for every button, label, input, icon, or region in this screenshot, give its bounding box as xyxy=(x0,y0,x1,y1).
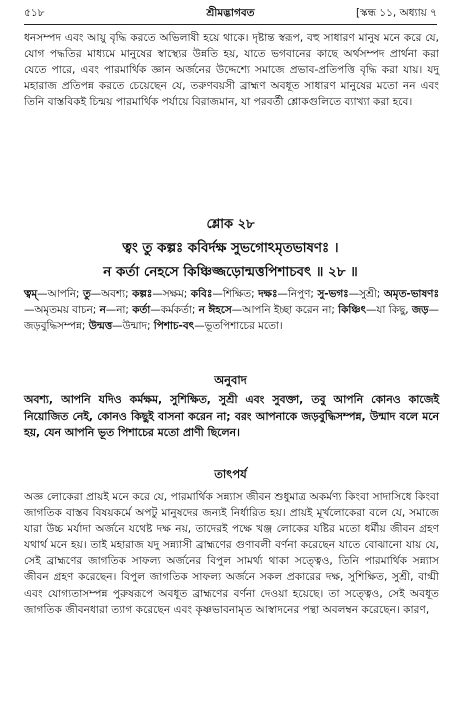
synonym-meaning: সক্ষম; xyxy=(162,288,191,300)
synonym-word: তু xyxy=(82,288,91,300)
synonym-meaning: ভূতপিশাচের মতো। xyxy=(204,320,283,333)
synonym-meaning: যা কিছু, xyxy=(376,304,412,317)
word-for-word-synonyms: ত্বম্—আপনি; তু—অবশ্য; কল্পঃ—সক্ষম; কবিঃ—শিক্ষিত; দক্ষঃ—নিপুণ; সু-ভগঃ—সুশ্রী; অমৃত-ভাষণঃ—অমৃতময় বাচন; ন—না; কর্তা—কর্মকর্তা; ন ঈহসে—আপনি ইচ্ছা করেন না; কিঞ্চিৎ—যা কিছু, জড়—জড়বুদ্ধিসম্পন্ন; উন্মত্ত—উন্মাদ; পিশাচ-বৎ—ভূতপিশাচের মতো। xyxy=(24,288,439,333)
purport-heading: তাৎপর্য xyxy=(214,467,247,481)
synonym-meaning: আপনি ইচ্ছা করেন না; xyxy=(242,304,339,317)
synonym-word: সু-ভগঃ xyxy=(317,288,349,300)
synonym-meaning: নিপুণ; xyxy=(287,288,318,300)
synonym-meaning: অবশ্য; xyxy=(101,288,133,300)
verse-line-1: ত্বং তু কল্পঃ কবির্দক্ষ সুভগোঽমৃতভাষণঃ । xyxy=(122,241,339,256)
synonym-word: ন xyxy=(99,304,106,317)
page-header xyxy=(24,6,437,24)
synonym-word: ন ঈহসে xyxy=(198,304,232,317)
page-number: ৫১৮ xyxy=(24,7,45,19)
synonym-word: অমৃত-ভাষণঃ xyxy=(383,288,439,300)
translation-text: অবশ্য, আপনি যদিও কর্মক্ষম, সুশিক্ষিত, সুশ্রী এবং সুবক্তা, তবু আপনি কোনও কাজেই নিয়োজিত নেই, কোনও কিছুই বাসনা করেন না; বরং আপনাকে জড়বুদ্ধিসম্পন্ন, উন্মাদ বলে মনে হয়, যেন আপনি ভূত পিশাচের মতো প্রাণী ছিলেন। xyxy=(24,393,439,440)
synonym-word: কল্পঃ xyxy=(132,288,153,300)
header-rule xyxy=(24,24,437,25)
synonym-meaning: অমৃতময় বাচন; xyxy=(34,304,100,317)
synonym-word: ত্বম্ xyxy=(24,288,38,300)
synonym-word: কিঞ্চিৎ xyxy=(338,304,367,317)
book-title: শ্রীমদ্ভাগবত xyxy=(206,7,255,19)
synonym-word: কবিঃ xyxy=(190,288,213,300)
synonym-word: জড় xyxy=(411,304,429,317)
synonym-meaning: আপনি; xyxy=(47,288,83,300)
synonym-meaning: কর্মকর্তা; xyxy=(160,304,199,317)
synonym-word: উন্মত্ত xyxy=(88,320,113,333)
verse-line-2: ন কর্তা নেহসে কিঞ্চিজ্জড়োন্মত্তপিশাচবৎ ॥ ২৮ ॥ xyxy=(103,265,358,280)
synonym-word: দক্ষঃ xyxy=(258,288,278,300)
synonym-word: পিশাচ-বৎ xyxy=(153,320,195,333)
synonym-word: কর্তা xyxy=(132,304,151,317)
synonym-meaning: না; xyxy=(116,304,133,317)
verse-title: শ্লোক ২৮ xyxy=(206,217,255,232)
translation-heading: অনুবাদ xyxy=(214,373,247,387)
chapter-reference: [স্কন্ধ ১১, অধ্যায় ৭ xyxy=(355,7,437,19)
synonym-meaning: সুশ্রী; xyxy=(359,288,384,300)
purport-text: অজ্ঞ লোকেরা প্রায়ই মনে করে যে, পারমার্থিক সন্ন্যাস জীবন শুধুমাত্র অকর্মণ্য কিংবা সাদাসিধে কিংবা জাগতিক বাস্তব বিষয়কর্মে অপটু মানুষদের জন্যই নির্ধারিত হয়। প্রায়ই মূর্খলোকেরা বলে যে, সমাজে যারা উচ্চ মর্যাদা অর্জনে যথেষ্ট দক্ষ নয়, তাদেরই পক্ষে খঞ্জ লোকের যষ্টির মতো ধর্মীয় জীবন গ্রহণ যথার্থ মনে হয়। তাই মহারাজ যদু সন্ন্যাসী ব্রাহ্মণের গুণাবলী বর্ণনা করেছেন যাতে বোঝানো যায় যে, সেই ব্রাহ্মণের জাগতিক সাফল্য অর্জনের বিপুল সামর্থ্য থাকা সত্ত্বেও, তিনি পারমার্থিক সন্ন্যাস জীবন গ্রহণ করেছেন। বিপুল জাগতিক সাফল্য অর্জনে সকল প্রকারের দক্ষ, সুশিক্ষিত, সুশ্রী, বাগ্মী এবং যোগ্যতাসম্পন্ন পুরুষরূপে অবধূত ব্রাহ্মণের বর্ণনা দেওয়া হয়েছে। তা সত্ত্বেও, সেই অবধূত জাগতিক জীবনধারা ত্যাগ করেছেন এবং কৃষ্ণভাবনামৃত আস্বাদনের পন্থা অবলম্বন করেছেন। কারণ, xyxy=(24,491,439,616)
synonym-meaning: উন্মাদ; xyxy=(122,320,154,333)
synonym-meaning: শিক্ষিত; xyxy=(222,288,259,300)
intro-paragraph: ধনসম্পদ এবং আয়ু বৃদ্ধি করতে অভিলাষী হয়ে থাকে। দৃষ্টান্ত স্বরূপ, বহু সাধারণ মানুষ মনে করে যে, যোগ পদ্ধতির মাধ্যমে মানুষের স্বাস্থ্যের উন্নতি হয়, যাতে ভগবানের কাছে অর্থসম্পদ প্রার্থনা করা যেতে পারে, এবং পারমার্থিক জ্ঞান অর্জনের উদ্দেশ্যে সমাজে প্রভাব-প্রতিপত্তি বৃদ্ধি করা যায়। যদু মহারাজ প্রতিপন্ন করতে চেয়েছেন যে, তরুণবয়সী ব্রাহ্মণ অবধূত সাধারণ মানুষের মতো নন এবং তিনি বাস্তবিকই চিন্ময় পারমার্থিক পর্যায়ে বিরাজমান, যা পরবর্তী শ্লোকগুলিতে ব্যাখ্যা করা হবে। xyxy=(24,32,439,109)
synonym-meaning: জড়বুদ্ধিসম্পন্ন; xyxy=(24,320,89,333)
